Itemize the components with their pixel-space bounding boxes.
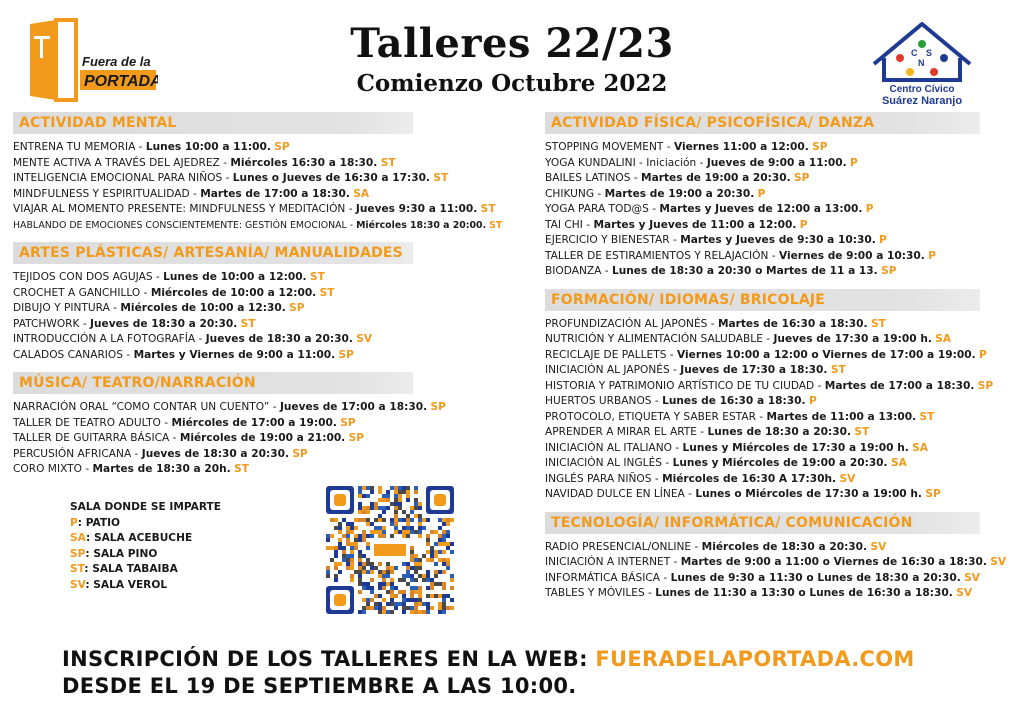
workshop-name: PATCHWORK -	[13, 317, 87, 330]
legend-entry	[70, 547, 221, 563]
workshop-schedule: Viernes de 9:00 a 10:30.	[778, 249, 925, 262]
legend-label: : SALA ACEBUCHE	[86, 532, 193, 544]
workshop-name: INICIACIÓN AL INGLÉS -	[545, 457, 670, 469]
workshop-name: PROFUNDIZACIÓN AL JAPONÉS -	[545, 317, 715, 330]
logo-letter-c: C	[911, 48, 918, 58]
workshop-name: NARRACIÓN ORAL “COMO CONTAR UN CUENTO” -	[13, 401, 277, 413]
workshop-name: EJERCICIO Y BIENESTAR -	[545, 234, 677, 246]
workshop-sala: SP	[977, 379, 994, 392]
workshop-schedule: Martes y Jueves de 12:00 a 13:00.	[659, 203, 863, 215]
workshop-sala: ST	[433, 172, 449, 184]
workshop-schedule: Jueves de 17:00 a 18:30.	[279, 401, 428, 413]
workshop-schedule: Miércoles de 19:00 a 21:00.	[179, 432, 346, 444]
workshop-sala: SV	[990, 556, 1007, 568]
logo-right-line1: Centro Cívico	[889, 84, 955, 95]
workshop-sala: SA	[353, 187, 370, 200]
workshop-item	[13, 286, 533, 302]
workshop-sala: ST	[480, 203, 496, 215]
workshop-sala: ST	[240, 317, 256, 330]
workshop-sala: ST	[854, 426, 870, 438]
section-title: ARTES PLÁSTICAS/ ARTESANÍA/ MANUALIDADES	[13, 242, 413, 264]
workshop-name: NUTRICIÓN Y ALIMENTACIÓN SALUDABLE -	[545, 333, 771, 345]
left-column	[13, 112, 533, 487]
workshop-item	[13, 416, 533, 432]
workshop-schedule: Jueves de 18:30 a 20:30.	[141, 447, 289, 460]
workshop-name: BIODANZA -	[545, 265, 609, 277]
workshop-item	[545, 171, 1024, 187]
workshop-name: YOGA KUNDALINI - Iniciación -	[545, 156, 704, 169]
workshop-item	[545, 348, 1024, 364]
workshop-schedule: Miércoles de 17:00 a 19:00.	[171, 416, 337, 429]
workshop-item	[13, 332, 533, 348]
footer-inscription-text: INSCRIPCIÓN DE LOS TALLERES EN LA WEB:	[62, 647, 596, 671]
legend-entry	[70, 562, 221, 578]
workshop-schedule: Martes de 17:00 a 18:30.	[824, 379, 975, 392]
workshop-name: TEJIDOS CON DOS AGUJAS -	[13, 271, 160, 283]
workshop-item	[13, 156, 533, 172]
workshop-name: MENTE ACTIVA A TRAVÉS DEL AJEDREZ -	[13, 156, 227, 169]
section-left-2	[13, 372, 533, 478]
workshop-schedule: Martes y Viernes de 9:00 a 11:00.	[133, 348, 336, 361]
workshop-schedule: Jueves de 17:30 a 18:30.	[680, 364, 828, 376]
workshop-name: ENTRENA TU MEMORIA -	[13, 141, 143, 153]
workshop-schedule: Jueves 9:30 a 11:00.	[355, 203, 478, 215]
workshop-name: INGLÉS PARA NIÑOS -	[545, 472, 659, 485]
workshop-sala: SV	[870, 540, 887, 553]
workshop-sala: SP	[925, 488, 941, 500]
workshop-item	[545, 156, 1024, 172]
workshop-schedule: Lunes de 11:30 a 13:30 o Lunes de 16:30 a 18:30.	[655, 587, 953, 599]
workshop-name: TALLER DE TEATRO ADULTO -	[13, 416, 169, 429]
workshop-sala: P	[850, 156, 858, 169]
workshop-name: TALLER DE ESTIRAMIENTOS Y RELAJACIÓN -	[545, 249, 776, 262]
workshop-schedule: Martes de 18:30 a 20h.	[92, 463, 231, 475]
workshop-name: PERCUSIÓN AFRICANA -	[13, 447, 139, 460]
logo-right-line2: Suárez Naranjo	[881, 95, 963, 106]
page-subtitle: Comienzo Octubre 2022	[356, 70, 668, 97]
workshop-name: TAI CHI -	[545, 218, 591, 231]
legend-code: SA	[70, 532, 87, 544]
legend-title: SALA DONDE SE IMPARTE	[70, 501, 222, 513]
legend-entry	[70, 578, 221, 594]
legend-code: SP	[70, 547, 86, 560]
workshop-schedule: Martes de 19:00 a 20:30.	[604, 187, 755, 200]
workshop-name: INTELIGENCIA EMOCIONAL PARA NIÑOS -	[13, 172, 230, 184]
workshop-item	[13, 171, 533, 187]
workshop-schedule: Jueves de 18:30 a 20:30.	[90, 317, 238, 330]
workshop-schedule: Jueves de 9:00 a 11:00.	[706, 156, 847, 169]
workshop-name: MINDFULNESS Y ESPIRITUALIDAD -	[13, 187, 197, 200]
workshop-sala: SV	[356, 333, 373, 345]
footer	[62, 646, 915, 700]
workshop-item	[545, 264, 1024, 280]
workshop-item	[545, 317, 1024, 333]
footer-web-link[interactable]: FUERADELAPORTADA.COM	[595, 647, 915, 671]
workshop-sala: ST	[234, 463, 249, 475]
workshop-name: INICIACIÓN A INTERNET -	[545, 556, 678, 568]
workshop-sala: ST	[489, 219, 503, 231]
workshop-schedule: Martes de 9:00 a 11:00 o Viernes de 16:30 a 18:30.	[680, 556, 987, 568]
workshop-sala: ST	[309, 271, 325, 283]
section-left-0	[13, 112, 533, 233]
section-right-2	[545, 512, 1024, 602]
legend-label: : SALA PINO	[85, 547, 158, 560]
legend-label: : PATIO	[77, 516, 121, 529]
qr-code[interactable]	[326, 486, 454, 614]
workshop-schedule: Lunes de 18:30 a 20:30 o Martes de 11 a 13.	[611, 265, 878, 277]
logo-left-line1: Fuera de la	[82, 54, 151, 69]
workshop-sala: ST	[830, 364, 846, 376]
legend-label: : SALA VEROL	[85, 578, 168, 591]
workshop-name: HISTORIA Y PATRIMONIO ARTÍSTICO DE TU CIUDAD -	[545, 379, 822, 392]
workshop-sala: SV	[956, 587, 973, 599]
workshop-sala: P	[928, 249, 936, 262]
workshop-sala: ST	[380, 156, 396, 169]
workshop-item	[545, 441, 1024, 457]
section-title: ACTIVIDAD MENTAL	[13, 112, 413, 134]
workshop-name: TABLES Y MÓVILES -	[545, 587, 652, 599]
section-right-0	[545, 112, 1024, 280]
workshop-item	[545, 586, 1024, 602]
workshop-sala: P	[799, 218, 808, 231]
workshop-name: STOPPING MOVEMENT -	[545, 141, 671, 153]
workshop-sala: SA	[935, 333, 952, 345]
footer-line1	[62, 646, 915, 673]
workshop-sala: SP	[292, 447, 308, 460]
workshop-sala: SV	[839, 472, 856, 485]
workshop-item	[545, 555, 1024, 571]
workshop-name: INICIACIÓN AL JAPONÉS -	[545, 364, 677, 376]
workshop-schedule: Jueves de 17:30 a 19:00 h.	[773, 333, 932, 345]
workshop-name: PROTOCOLO, ETIQUETA Y SABER ESTAR -	[545, 410, 764, 423]
workshop-item	[13, 270, 533, 286]
workshop-sala: P	[978, 348, 987, 361]
section-right-1	[545, 289, 1024, 503]
workshop-name: INFORMÁTICA BÁSICA -	[545, 571, 668, 584]
sala-legend	[70, 500, 221, 593]
legend-label: : SALA TABAIBA	[84, 563, 178, 575]
workshop-schedule: Jueves de 18:30 a 20:30.	[205, 333, 353, 345]
workshop-schedule: Miércoles 16:30 a 18:30.	[230, 156, 378, 169]
workshop-name: HUERTOS URBANOS -	[545, 395, 659, 407]
workshop-item	[13, 187, 533, 203]
workshop-item	[13, 431, 533, 447]
workshop-schedule: Miércoles de 10:00 a 12:00.	[150, 286, 317, 299]
workshop-item	[545, 249, 1024, 265]
workshop-name: CHIKUNG -	[545, 187, 602, 200]
workshop-item	[545, 394, 1024, 410]
section-title: TECNOLOGÍA/ INFORMÁTICA/ COMUNICACIÓN	[545, 512, 980, 534]
workshop-sala: SP	[430, 401, 446, 413]
workshop-schedule: Viernes 11:00 a 12:00.	[673, 141, 809, 153]
workshop-schedule: Miércoles 18:30 a 20:00.	[356, 219, 487, 231]
legend-code: SV	[70, 578, 86, 591]
workshop-sala: ST	[919, 410, 935, 423]
workshop-item	[545, 571, 1024, 587]
workshop-schedule: Martes de 19:00 a 20:30.	[641, 172, 791, 184]
right-column	[545, 112, 1024, 611]
workshop-name: YOGA PARA TOD@S -	[545, 203, 657, 215]
workshop-sala: SP	[274, 141, 290, 153]
workshop-item	[545, 456, 1024, 472]
logo-left-line2: PORTADA	[84, 73, 158, 90]
workshop-sala: SP	[338, 348, 354, 361]
workshop-item	[545, 410, 1024, 426]
workshop-sala: SP	[340, 416, 356, 429]
workshop-sala: SP	[881, 265, 897, 277]
workshop-name: RECICLAJE DE PALLETS -	[545, 348, 674, 361]
workshop-item	[13, 301, 533, 317]
workshop-schedule: Lunes de 18:30 a 20:30.	[707, 426, 851, 438]
workshop-item	[13, 447, 533, 463]
logo-letter-n: N	[918, 58, 925, 68]
workshop-sala: P	[865, 203, 874, 215]
section-left-1	[13, 242, 533, 363]
workshop-sala: ST	[319, 286, 335, 299]
workshop-item	[545, 540, 1024, 556]
workshop-item	[13, 218, 533, 234]
workshop-schedule: Lunes o Jueves de 16:30 a 17:30.	[232, 172, 430, 184]
legend-entry	[70, 516, 221, 532]
workshop-schedule: Martes de 17:00 a 18:30.	[200, 187, 350, 200]
workshop-name: CROCHET A GANCHILLO -	[13, 286, 148, 299]
section-title: MÚSICA/ TEATRO/NARRACIÓN	[13, 372, 413, 394]
workshop-item	[545, 425, 1024, 441]
legend-entry	[70, 531, 221, 547]
workshop-schedule: Martes y Jueves de 9:30 a 10:30.	[680, 234, 876, 246]
workshop-name: RADIO PRESENCIAL/ONLINE -	[545, 540, 699, 553]
workshop-item	[545, 332, 1024, 348]
workshop-item	[13, 202, 533, 218]
workshop-name: CORO MIXTO -	[13, 463, 90, 475]
workshop-schedule: Miércoles de 18:30 a 20:30.	[701, 540, 868, 553]
workshop-sala: P	[808, 395, 817, 407]
workshop-name: CALADOS CANARIOS -	[13, 348, 131, 361]
workshop-name: TALLER DE GUITARRA BÁSICA -	[13, 432, 177, 444]
workshop-sala: SP	[348, 432, 364, 444]
workshop-schedule: Martes de 16:30 a 18:30.	[717, 317, 868, 330]
workshop-schedule: Lunes y Miércoles de 19:00 a 20:30.	[672, 457, 888, 469]
workshop-item	[545, 363, 1024, 379]
legend-code: ST	[70, 563, 85, 575]
workshop-item	[13, 400, 533, 416]
workshop-item	[13, 317, 533, 333]
logo-letter-s: S	[926, 48, 933, 58]
workshop-schedule: Lunes y Miércoles de 17:30 a 19:00 h.	[682, 441, 909, 454]
workshop-schedule: Lunes de 9:30 a 11:30 o Lunes de 18:30 a 20:30.	[670, 571, 961, 584]
workshop-name: BAILES LATINOS -	[545, 172, 638, 184]
workshop-schedule: Miércoles de 10:00 a 12:30.	[120, 302, 286, 314]
workshop-name: VIAJAR AL MOMENTO PRESENTE: MINDFULNESS Y MEDITACIÓN -	[13, 203, 353, 215]
workshop-sala: P	[879, 234, 887, 246]
workshop-sala: SV	[964, 571, 980, 584]
workshop-sala: P	[757, 187, 766, 200]
workshop-name: NAVIDAD DULCE EN LÍNEA -	[545, 488, 692, 500]
section-title: ACTIVIDAD FÍSICA/ PSICOFÍSICA/ DANZA	[545, 112, 980, 134]
workshop-item	[545, 472, 1024, 488]
workshop-sala: SP	[289, 302, 305, 314]
legend-code: P	[70, 516, 78, 529]
workshop-schedule: Martes y Jueves de 11:00 a 12:00.	[593, 218, 797, 231]
workshop-name: INICIACIÓN AL ITALIANO -	[545, 441, 680, 454]
footer-line2: DESDE EL 19 DE SEPTIEMBRE A LAS 10:00.	[62, 674, 577, 698]
workshop-name: INTRODUCCIÓN A LA FOTOGRAFÍA -	[13, 333, 203, 345]
workshop-sala: SA	[890, 457, 907, 469]
workshop-item	[545, 487, 1024, 503]
workshop-item	[545, 202, 1024, 218]
workshop-sala: SP	[794, 172, 810, 184]
workshop-schedule: Lunes de 16:30 a 18:30.	[662, 395, 806, 407]
workshop-schedule: Miércoles de 16:30 A 17:30h.	[662, 472, 837, 485]
workshop-sala: SP	[812, 141, 828, 153]
page-title: Talleres 22/23	[350, 20, 674, 67]
section-title: FORMACIÓN/ IDIOMAS/ BRICOLAJE	[545, 289, 980, 311]
workshop-item	[13, 462, 533, 478]
workshop-name: DIBUJO Y PINTURA -	[13, 302, 118, 314]
workshop-item	[545, 218, 1024, 234]
centro-civico-logo	[862, 18, 982, 106]
workshop-sala: SA	[912, 441, 929, 454]
workshop-name: HABLANDO DE EMOCIONES CONSCIENTEMENTE: GESTIÓN EMOCIONAL -	[13, 219, 354, 231]
workshop-item	[545, 379, 1024, 395]
workshop-name: APRENDER A MIRAR EL ARTE -	[545, 426, 705, 438]
workshop-schedule: Lunes 10:00 a 11:00.	[145, 141, 271, 153]
workshop-sala: ST	[870, 317, 886, 330]
workshop-schedule: Lunes de 10:00 a 12:00.	[163, 271, 307, 283]
workshop-item	[545, 187, 1024, 203]
workshop-item	[545, 140, 1024, 156]
workshop-schedule: Lunes o Miércoles de 17:30 a 19:00 h.	[695, 488, 922, 500]
workshop-item	[13, 348, 533, 364]
workshop-item	[13, 140, 533, 156]
workshop-schedule: Viernes 10:00 a 12:00 o Viernes de 17:00 a 19:00.	[676, 348, 976, 361]
workshop-schedule: Martes de 11:00 a 13:00.	[766, 410, 917, 423]
workshop-item	[545, 233, 1024, 249]
